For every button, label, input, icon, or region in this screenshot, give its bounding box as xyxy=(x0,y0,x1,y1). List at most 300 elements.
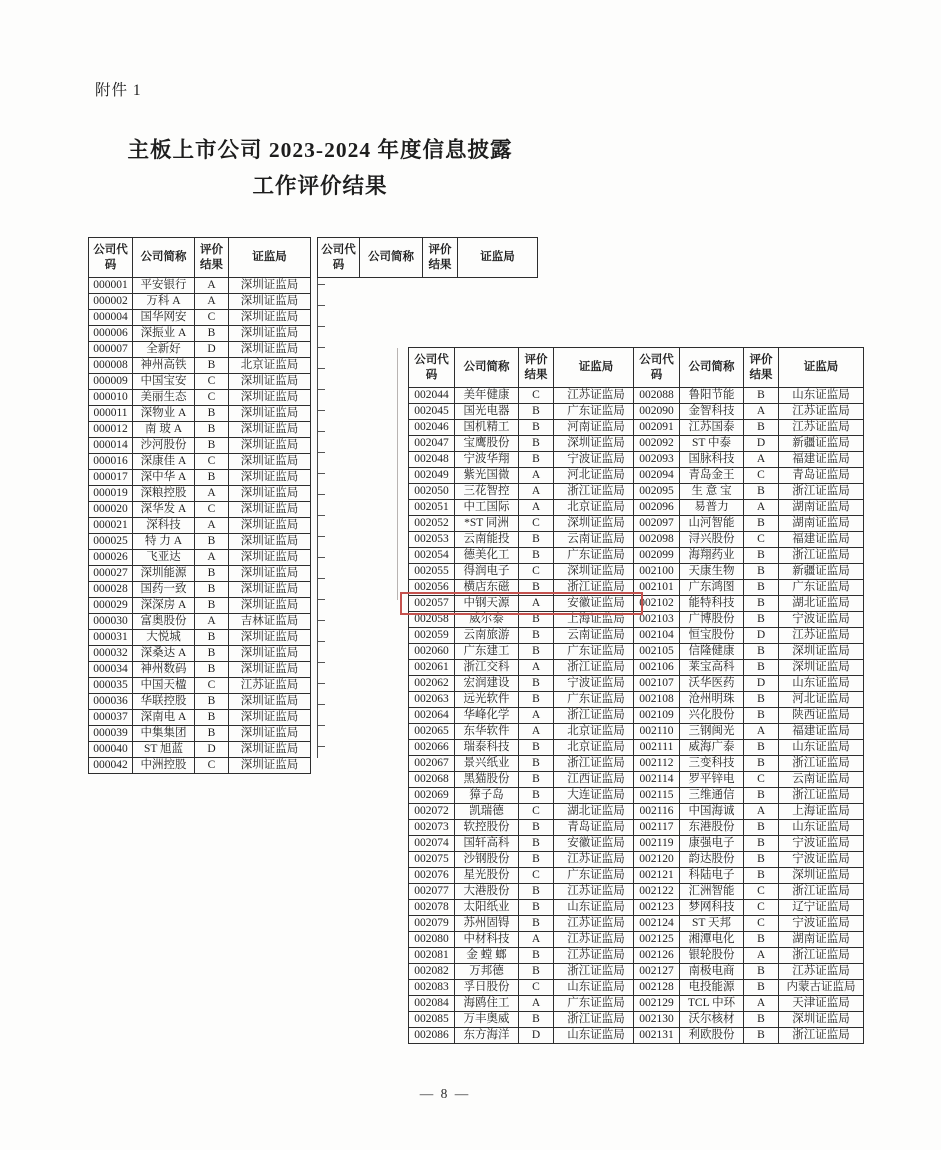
cell-code: 002096 xyxy=(634,500,680,516)
cell-name: TCL 中环 xyxy=(680,996,744,1012)
cell-name: 浙江交科 xyxy=(455,660,519,676)
cell-bureau: 江苏证监局 xyxy=(554,852,639,868)
cell-result: A xyxy=(744,948,779,964)
cell-result: B xyxy=(195,582,229,598)
cell-name: 中国宝安 xyxy=(133,374,195,390)
cell-result: A xyxy=(519,596,554,612)
cell-code: 002078 xyxy=(409,900,455,916)
cell-code: 000011 xyxy=(89,406,133,422)
cell-code: 002094 xyxy=(634,468,680,484)
cell-bureau: 浙江证监局 xyxy=(779,948,864,964)
cell-name: 罗平锌电 xyxy=(680,772,744,788)
cell-result: B xyxy=(195,406,229,422)
row-separator-tick xyxy=(318,368,325,369)
cell-bureau: 浙江证监局 xyxy=(554,580,639,596)
cell-bureau: 深圳证监局 xyxy=(229,582,311,598)
table-row xyxy=(409,420,639,436)
table-row xyxy=(409,932,639,948)
cell-result: B xyxy=(744,660,779,676)
table-row xyxy=(89,502,311,518)
cell-result: B xyxy=(744,612,779,628)
cell-result: B xyxy=(744,388,779,404)
cell-result: B xyxy=(195,358,229,374)
table-row xyxy=(634,500,864,516)
cell-bureau: 北京证监局 xyxy=(554,724,639,740)
row-separator-tick xyxy=(318,284,325,285)
table-row xyxy=(409,388,639,404)
cell-result: C xyxy=(195,758,229,774)
cell-code: 000008 xyxy=(89,358,133,374)
cell-code: 002080 xyxy=(409,932,455,948)
table-row xyxy=(409,820,639,836)
cell-name: 三变科技 xyxy=(680,756,744,772)
table-row xyxy=(634,516,864,532)
cell-name: 深华发 A xyxy=(133,502,195,518)
cell-bureau: 河北证监局 xyxy=(779,692,864,708)
table-row xyxy=(89,438,311,454)
cell-name: 宁波华翔 xyxy=(455,452,519,468)
cell-code: 000009 xyxy=(89,374,133,390)
cell-result: B xyxy=(519,900,554,916)
cell-name: 中工国际 xyxy=(455,500,519,516)
cell-result: A xyxy=(744,804,779,820)
cell-result: C xyxy=(519,868,554,884)
header-row xyxy=(318,238,538,278)
cell-code: 002114 xyxy=(634,772,680,788)
table-row xyxy=(89,310,311,326)
cell-name: 万邦德 xyxy=(455,964,519,980)
column-header-code: 公司代码 xyxy=(89,238,133,278)
table-row xyxy=(89,470,311,486)
cell-name: 莱宝高科 xyxy=(680,660,744,676)
table-row xyxy=(634,404,864,420)
cell-name: 软控股份 xyxy=(455,820,519,836)
table-row xyxy=(89,678,311,694)
table-row xyxy=(89,614,311,630)
cell-result: B xyxy=(519,948,554,964)
header-row xyxy=(89,238,311,278)
table-row xyxy=(409,516,639,532)
row-separator-tick xyxy=(318,746,325,747)
cell-result: B xyxy=(744,980,779,996)
cell-result: A xyxy=(519,932,554,948)
cell-code: 002059 xyxy=(409,628,455,644)
cell-bureau: 安徽证监局 xyxy=(554,836,639,852)
table-row xyxy=(634,532,864,548)
table-row xyxy=(89,598,311,614)
cell-code: 002079 xyxy=(409,916,455,932)
cell-name: 万丰奥威 xyxy=(455,1012,519,1028)
cell-code: 002055 xyxy=(409,564,455,580)
cell-result: B xyxy=(195,630,229,646)
table-row xyxy=(89,758,311,774)
cell-bureau: 深圳证监局 xyxy=(229,566,311,582)
row-separator-tick xyxy=(318,620,325,621)
table-row xyxy=(634,868,864,884)
cell-bureau: 深圳证监局 xyxy=(779,644,864,660)
cell-name: 康强电子 xyxy=(680,836,744,852)
cell-code: 002090 xyxy=(634,404,680,420)
cell-code: 002047 xyxy=(409,436,455,452)
table-row xyxy=(409,900,639,916)
cell-bureau: 深圳证监局 xyxy=(229,662,311,678)
cell-code: 002093 xyxy=(634,452,680,468)
cell-result: A xyxy=(519,708,554,724)
cell-result: B xyxy=(744,740,779,756)
table-row xyxy=(409,532,639,548)
cell-code: 000021 xyxy=(89,518,133,534)
cell-name: 中国天楹 xyxy=(133,678,195,694)
cell-name: 景兴纸业 xyxy=(455,756,519,772)
cell-name: 中洲控股 xyxy=(133,758,195,774)
cell-name: 孚日股份 xyxy=(455,980,519,996)
cell-code: 002049 xyxy=(409,468,455,484)
cell-bureau: 江苏证监局 xyxy=(229,678,311,694)
cell-result: B xyxy=(744,484,779,500)
cell-result: B xyxy=(519,964,554,980)
table-row xyxy=(634,484,864,500)
cell-result: B xyxy=(744,564,779,580)
cell-code: 002109 xyxy=(634,708,680,724)
table-row xyxy=(634,628,864,644)
cell-bureau: 安徽证监局 xyxy=(554,596,639,612)
cell-bureau: 广东证监局 xyxy=(554,692,639,708)
table-row xyxy=(634,820,864,836)
cell-bureau: 内蒙古证监局 xyxy=(779,980,864,996)
cell-name: 沙钢股份 xyxy=(455,852,519,868)
table-row xyxy=(634,660,864,676)
scan-artifact-line xyxy=(397,348,398,600)
cell-result: B xyxy=(519,692,554,708)
document-title-line2: 工作评价结果 xyxy=(252,174,388,198)
cell-name: 云南旅游 xyxy=(455,628,519,644)
row-separator-tick xyxy=(318,683,325,684)
table-row xyxy=(634,980,864,996)
cell-bureau: 浙江证监局 xyxy=(779,484,864,500)
column-header-bureau: 证监局 xyxy=(554,348,639,388)
cell-code: 000028 xyxy=(89,582,133,598)
cell-code: 002104 xyxy=(634,628,680,644)
cell-result: B xyxy=(195,662,229,678)
cell-bureau: 广东证监局 xyxy=(554,548,639,564)
cell-name: 汇洲智能 xyxy=(680,884,744,900)
document-title-line1: 主板上市公司 2023-2024 年度信息披露 xyxy=(127,138,513,162)
cell-result: B xyxy=(195,326,229,342)
cell-code: 002129 xyxy=(634,996,680,1012)
cell-bureau: 大连证监局 xyxy=(554,788,639,804)
table-row xyxy=(89,630,311,646)
row-separator-tick xyxy=(318,662,325,663)
column-header-name: 公司简称 xyxy=(360,238,423,278)
cell-name: ST 中泰 xyxy=(680,436,744,452)
cell-result: A xyxy=(744,500,779,516)
cell-result: C xyxy=(195,454,229,470)
cell-name: 深康佳 A xyxy=(133,454,195,470)
cell-code: 002101 xyxy=(634,580,680,596)
cell-name: 广东鸿图 xyxy=(680,580,744,596)
cell-code: 002045 xyxy=(409,404,455,420)
cell-code: 002120 xyxy=(634,852,680,868)
cell-bureau: 深圳证监局 xyxy=(229,742,311,758)
column-header-code: 公司代码 xyxy=(318,238,360,278)
cell-name: 恒宝股份 xyxy=(680,628,744,644)
cell-bureau: 山东证监局 xyxy=(779,388,864,404)
cell-code: 002117 xyxy=(634,820,680,836)
cell-result: A xyxy=(744,724,779,740)
table-row xyxy=(634,724,864,740)
cell-code: 000004 xyxy=(89,310,133,326)
cell-bureau: 深圳证监局 xyxy=(779,868,864,884)
table-row xyxy=(409,1028,639,1044)
cell-bureau: 湖南证监局 xyxy=(779,932,864,948)
document-title xyxy=(60,132,580,204)
cell-name: 金 螳 螂 xyxy=(455,948,519,964)
table-row xyxy=(409,676,639,692)
cell-name: 得润电子 xyxy=(455,564,519,580)
column-header-bureau: 证监局 xyxy=(458,238,538,278)
table-row xyxy=(409,772,639,788)
cell-code: 002053 xyxy=(409,532,455,548)
cell-bureau: 江苏证监局 xyxy=(554,948,639,964)
table-row xyxy=(89,550,311,566)
cell-code: 002077 xyxy=(409,884,455,900)
cell-name: 三维通信 xyxy=(680,788,744,804)
cell-name: 威海广泰 xyxy=(680,740,744,756)
table-row xyxy=(634,788,864,804)
table-row xyxy=(634,1012,864,1028)
table-row xyxy=(409,852,639,868)
cell-bureau: 浙江证监局 xyxy=(554,708,639,724)
cell-bureau: 深圳证监局 xyxy=(229,630,311,646)
row-separator-tick xyxy=(318,326,325,327)
cell-result: C xyxy=(195,310,229,326)
cell-bureau: 山东证监局 xyxy=(554,980,639,996)
cell-result: B xyxy=(519,548,554,564)
cell-bureau: 浙江证监局 xyxy=(554,756,639,772)
cell-bureau: 福建证监局 xyxy=(779,724,864,740)
cell-result: B xyxy=(195,694,229,710)
table-row xyxy=(634,676,864,692)
cell-code: 000010 xyxy=(89,390,133,406)
cell-bureau: 湖北证监局 xyxy=(779,596,864,612)
table-row xyxy=(89,694,311,710)
cell-bureau: 云南证监局 xyxy=(779,772,864,788)
cell-bureau: 深圳证监局 xyxy=(229,646,311,662)
header-row xyxy=(409,348,639,388)
cell-bureau: 宁波证监局 xyxy=(779,612,864,628)
cell-result: B xyxy=(519,644,554,660)
cell-result: B xyxy=(519,676,554,692)
phantom-table-header xyxy=(317,237,538,278)
cell-code: 002131 xyxy=(634,1028,680,1044)
cell-name: 星光股份 xyxy=(455,868,519,884)
evaluation-table-left xyxy=(88,237,311,774)
cell-bureau: 浙江证监局 xyxy=(779,548,864,564)
cell-code: 002092 xyxy=(634,436,680,452)
cell-code: 002063 xyxy=(409,692,455,708)
cell-result: C xyxy=(519,980,554,996)
cell-result: C xyxy=(195,502,229,518)
cell-code: 002062 xyxy=(409,676,455,692)
cell-name: 南 玻 A xyxy=(133,422,195,438)
cell-code: 002115 xyxy=(634,788,680,804)
cell-result: B xyxy=(519,740,554,756)
cell-code: 000006 xyxy=(89,326,133,342)
cell-result: B xyxy=(195,470,229,486)
row-separator-tick xyxy=(318,557,325,558)
cell-result: B xyxy=(195,422,229,438)
cell-bureau: 新疆证监局 xyxy=(779,564,864,580)
cell-result: B xyxy=(519,580,554,596)
cell-result: B xyxy=(519,436,554,452)
row-separator-tick xyxy=(318,410,325,411)
cell-code: 000017 xyxy=(89,470,133,486)
row-separator-tick xyxy=(318,452,325,453)
cell-bureau: 浙江证监局 xyxy=(554,1012,639,1028)
cell-code: 002082 xyxy=(409,964,455,980)
table-row xyxy=(89,566,311,582)
table-row xyxy=(634,468,864,484)
cell-name: 国药一致 xyxy=(133,582,195,598)
cell-name: 沃华医药 xyxy=(680,676,744,692)
cell-code: 002091 xyxy=(634,420,680,436)
cell-code: 002102 xyxy=(634,596,680,612)
cell-code: 002068 xyxy=(409,772,455,788)
cell-result: B xyxy=(744,868,779,884)
cell-result: B xyxy=(519,404,554,420)
cell-code: 002065 xyxy=(409,724,455,740)
cell-name: 浔兴股份 xyxy=(680,532,744,548)
table-row xyxy=(409,692,639,708)
cell-bureau: 深圳证监局 xyxy=(229,374,311,390)
cell-bureau: 深圳证监局 xyxy=(229,710,311,726)
cell-code: 000035 xyxy=(89,678,133,694)
table-row xyxy=(634,740,864,756)
cell-result: A xyxy=(195,278,229,294)
cell-result: A xyxy=(519,500,554,516)
column-header-result: 评价结果 xyxy=(519,348,554,388)
cell-result: B xyxy=(744,644,779,660)
table-row xyxy=(89,518,311,534)
table-row xyxy=(634,772,864,788)
cell-name: 韵达股份 xyxy=(680,852,744,868)
cell-code: 000014 xyxy=(89,438,133,454)
cell-name: 金智科技 xyxy=(680,404,744,420)
cell-result: C xyxy=(195,678,229,694)
table-row xyxy=(634,948,864,964)
cell-result: B xyxy=(519,788,554,804)
cell-code: 002084 xyxy=(409,996,455,1012)
cell-bureau: 深圳证监局 xyxy=(779,1012,864,1028)
cell-bureau: 广东证监局 xyxy=(554,868,639,884)
cell-code: 000020 xyxy=(89,502,133,518)
cell-code: 000030 xyxy=(89,614,133,630)
cell-code: 002073 xyxy=(409,820,455,836)
cell-result: B xyxy=(195,566,229,582)
cell-result: B xyxy=(744,756,779,772)
cell-code: 002124 xyxy=(634,916,680,932)
cell-code: 002099 xyxy=(634,548,680,564)
cell-name: 沙河股份 xyxy=(133,438,195,454)
column-header-result: 评价结果 xyxy=(744,348,779,388)
cell-name: 国轩高科 xyxy=(455,836,519,852)
cell-name: 深中华 A xyxy=(133,470,195,486)
table-row xyxy=(89,662,311,678)
cell-bureau: 深圳证监局 xyxy=(229,598,311,614)
cell-bureau: 深圳证监局 xyxy=(229,342,311,358)
cell-bureau: 浙江证监局 xyxy=(554,964,639,980)
cell-code: 002056 xyxy=(409,580,455,596)
cell-bureau: 湖南证监局 xyxy=(779,516,864,532)
cell-result: C xyxy=(744,532,779,548)
cell-bureau: 深圳证监局 xyxy=(229,518,311,534)
cell-bureau: 山东证监局 xyxy=(554,1028,639,1044)
cell-name: 沧州明珠 xyxy=(680,692,744,708)
cell-result: B xyxy=(195,646,229,662)
cell-name: 东华软件 xyxy=(455,724,519,740)
table-row xyxy=(409,996,639,1012)
cell-name: 德美化工 xyxy=(455,548,519,564)
cell-name: 黑猫股份 xyxy=(455,772,519,788)
table-row xyxy=(409,788,639,804)
cell-code: 002130 xyxy=(634,1012,680,1028)
column-header-bureau: 证监局 xyxy=(229,238,311,278)
cell-bureau: 浙江证监局 xyxy=(554,660,639,676)
cell-bureau: 深圳证监局 xyxy=(229,454,311,470)
cell-result: B xyxy=(744,1012,779,1028)
table-row xyxy=(409,804,639,820)
cell-bureau: 湖南证监局 xyxy=(779,500,864,516)
cell-result: B xyxy=(519,756,554,772)
page-number: — 8 — xyxy=(419,1086,471,1101)
cell-code: 000034 xyxy=(89,662,133,678)
cell-code: 000026 xyxy=(89,550,133,566)
table-row xyxy=(409,644,639,660)
table-row xyxy=(409,660,639,676)
cell-code: 002076 xyxy=(409,868,455,884)
table-row xyxy=(634,388,864,404)
cell-result: C xyxy=(519,804,554,820)
table-row xyxy=(409,836,639,852)
table-row xyxy=(409,916,639,932)
cell-result: B xyxy=(519,532,554,548)
cell-result: B xyxy=(195,726,229,742)
cell-name: 沃尔核材 xyxy=(680,1012,744,1028)
cell-result: D xyxy=(744,436,779,452)
cell-bureau: 深圳证监局 xyxy=(229,758,311,774)
cell-name: 青岛金王 xyxy=(680,468,744,484)
cell-name: ST 旭蓝 xyxy=(133,742,195,758)
cell-code: 000019 xyxy=(89,486,133,502)
column-header-name: 公司简称 xyxy=(455,348,519,388)
table-row xyxy=(89,342,311,358)
cell-name: 宏润建设 xyxy=(455,676,519,692)
cell-code: 002051 xyxy=(409,500,455,516)
cell-bureau: 云南证监局 xyxy=(554,628,639,644)
phantom-table-left-border xyxy=(317,278,327,758)
cell-name: 三花智控 xyxy=(455,484,519,500)
cell-result: A xyxy=(744,404,779,420)
cell-name: 中材科技 xyxy=(455,932,519,948)
cell-name: 紫光国微 xyxy=(455,468,519,484)
cell-bureau: 上海证监局 xyxy=(779,804,864,820)
table-row xyxy=(89,406,311,422)
cell-name: 深振业 A xyxy=(133,326,195,342)
cell-code: 002126 xyxy=(634,948,680,964)
cell-code: 000029 xyxy=(89,598,133,614)
table-row xyxy=(634,884,864,900)
table-row xyxy=(409,564,639,580)
